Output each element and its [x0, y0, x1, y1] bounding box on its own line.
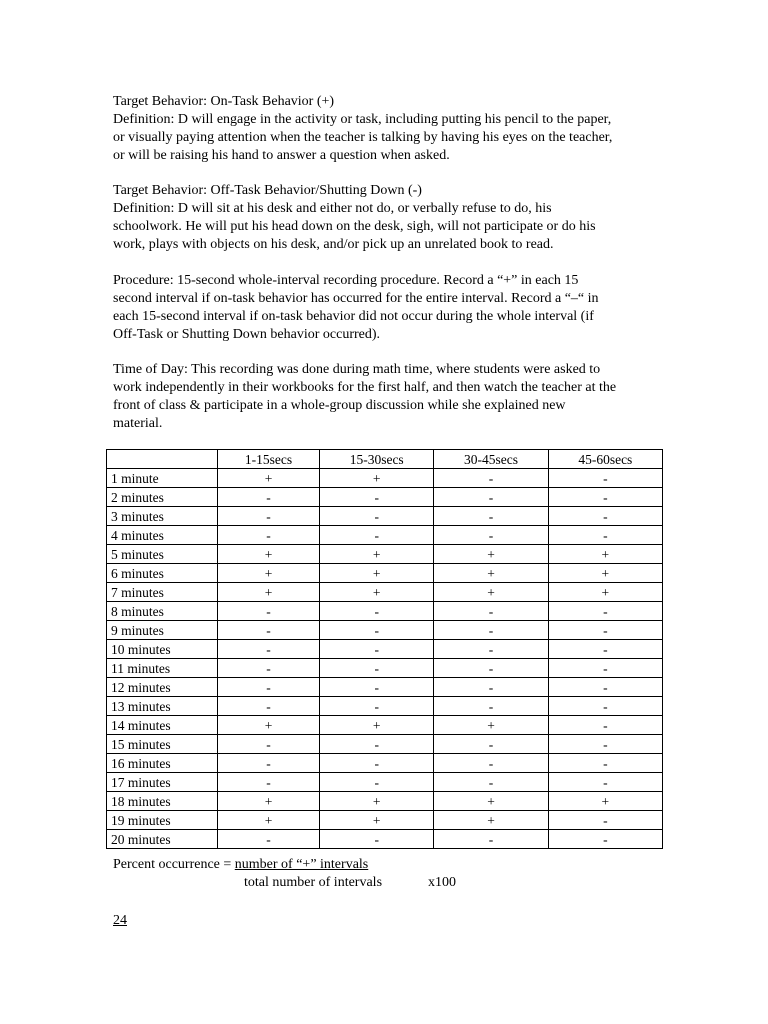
interval-cell: -	[434, 830, 548, 849]
interval-cell: +	[548, 583, 662, 602]
procedure-section	[113, 272, 658, 344]
procedure-line: Procedure: 15-second whole-interval recording procedure. Record a “+” in each 15	[113, 273, 579, 288]
table-row	[107, 735, 663, 754]
interval-cell: +	[434, 811, 548, 830]
interval-cell: +	[218, 811, 320, 830]
interval-cell: -	[434, 621, 548, 640]
row-label: 14 minutes	[107, 716, 218, 735]
table-row	[107, 507, 663, 526]
interval-cell: -	[218, 640, 320, 659]
table-row	[107, 488, 663, 507]
interval-cell: -	[218, 602, 320, 621]
row-label: 17 minutes	[107, 773, 218, 792]
interval-cell: -	[548, 640, 662, 659]
table-row	[107, 469, 663, 488]
interval-cell: -	[548, 735, 662, 754]
interval-cell: -	[218, 697, 320, 716]
interval-cell: -	[434, 754, 548, 773]
formula-numerator: number of “+” intervals	[234, 857, 369, 872]
interval-cell: -	[320, 621, 434, 640]
row-label: 15 minutes	[107, 735, 218, 754]
interval-cell: +	[320, 564, 434, 583]
interval-cell: +	[218, 792, 320, 811]
interval-cell: -	[434, 735, 548, 754]
table-row	[107, 830, 663, 849]
interval-cell: -	[434, 469, 548, 488]
time-of-day-line: material.	[113, 416, 163, 431]
interval-cell: -	[320, 697, 434, 716]
procedure-line: each 15-second interval if on-task behavior did not occur during the whole interval (if	[113, 309, 594, 324]
row-label: 16 minutes	[107, 754, 218, 773]
column-header: 45-60secs	[548, 450, 662, 469]
interval-cell: +	[218, 469, 320, 488]
column-header: 15-30secs	[320, 450, 434, 469]
table-body	[107, 469, 663, 849]
row-label: 6 minutes	[107, 564, 218, 583]
interval-cell: -	[218, 526, 320, 545]
interval-cell: -	[320, 754, 434, 773]
off-task-heading: Target Behavior: Off-Task Behavior/Shutting Down (-)	[113, 183, 422, 198]
on-task-definition-line: or visually paying attention when the teacher is talking by having his eyes on the teacher,	[113, 130, 613, 145]
interval-cell: -	[218, 754, 320, 773]
row-label: 10 minutes	[107, 640, 218, 659]
table-row	[107, 640, 663, 659]
table-row	[107, 583, 663, 602]
off-task-section	[113, 182, 658, 254]
table-row	[107, 773, 663, 792]
row-label: 7 minutes	[107, 583, 218, 602]
on-task-definition-line: or will be raising his hand to answer a question when asked.	[113, 148, 450, 163]
interval-cell: -	[320, 526, 434, 545]
interval-cell: +	[218, 716, 320, 735]
interval-cell: -	[434, 602, 548, 621]
column-header: 30-45secs	[434, 450, 548, 469]
time-of-day-line: front of class & participate in a whole-group discussion while she explained new	[113, 398, 566, 413]
interval-cell: +	[434, 545, 548, 564]
table-row	[107, 754, 663, 773]
column-header: 1-15secs	[218, 450, 320, 469]
table-row	[107, 602, 663, 621]
table-row	[107, 545, 663, 564]
interval-cell: -	[320, 830, 434, 849]
table-header-row	[107, 450, 663, 469]
interval-cell: -	[548, 526, 662, 545]
percent-occurrence-formula	[113, 856, 673, 892]
row-label: 5 minutes	[107, 545, 218, 564]
row-label: 9 minutes	[107, 621, 218, 640]
interval-cell: +	[320, 583, 434, 602]
interval-cell: -	[434, 678, 548, 697]
interval-cell: -	[548, 678, 662, 697]
interval-cell: -	[548, 811, 662, 830]
interval-recording-table	[106, 449, 663, 849]
interval-cell: +	[320, 469, 434, 488]
table-row	[107, 792, 663, 811]
interval-cell: -	[548, 754, 662, 773]
interval-cell: -	[434, 659, 548, 678]
formula-denominator: total number of intervals	[244, 875, 383, 890]
interval-cell: -	[218, 507, 320, 526]
interval-cell: -	[218, 773, 320, 792]
interval-cell: +	[548, 792, 662, 811]
off-task-definition-line: Definition: D will sit at his desk and either not do, or verbally refuse to do, his	[113, 201, 552, 216]
off-task-definition-line: schoolwork. He will put his head down on the desk, sigh, will not participate or do his	[113, 219, 596, 234]
interval-cell: +	[218, 564, 320, 583]
interval-cell: -	[434, 697, 548, 716]
interval-cell: -	[548, 659, 662, 678]
interval-cell: -	[434, 773, 548, 792]
procedure-line: second interval if on-task behavior has occurred for the entire interval. Record a “–“ in	[113, 291, 599, 306]
row-label: 19 minutes	[107, 811, 218, 830]
interval-cell: -	[548, 602, 662, 621]
interval-cell: -	[218, 678, 320, 697]
interval-cell: -	[434, 488, 548, 507]
interval-cell: -	[218, 735, 320, 754]
off-task-definition-line: work, plays with objects on his desk, and/or pick up an unrelated book to read.	[113, 237, 554, 252]
interval-cell: -	[218, 621, 320, 640]
table-row	[107, 526, 663, 545]
table-row	[107, 564, 663, 583]
row-label: 8 minutes	[107, 602, 218, 621]
interval-cell: -	[218, 830, 320, 849]
interval-cell: -	[320, 488, 434, 507]
interval-cell: -	[320, 735, 434, 754]
row-label: 13 minutes	[107, 697, 218, 716]
row-label: 11 minutes	[107, 659, 218, 678]
interval-cell: +	[434, 716, 548, 735]
interval-cell: -	[548, 469, 662, 488]
interval-cell: +	[320, 545, 434, 564]
page-number: 24	[113, 913, 127, 928]
interval-cell: +	[434, 583, 548, 602]
on-task-definition-line: Definition: D will engage in the activity or task, including putting his pencil to the paper,	[113, 112, 612, 127]
interval-cell: +	[320, 811, 434, 830]
row-label: 2 minutes	[107, 488, 218, 507]
table-row	[107, 697, 663, 716]
on-task-section	[113, 93, 658, 165]
interval-cell: -	[434, 526, 548, 545]
interval-cell: -	[434, 507, 548, 526]
interval-cell: -	[320, 507, 434, 526]
interval-cell: -	[320, 640, 434, 659]
time-of-day-line: work independently in their workbooks for the first half, and then watch the teacher at the	[113, 380, 617, 395]
interval-cell: +	[320, 792, 434, 811]
time-of-day-line: Time of Day: This recording was done during math time, where students were asked to	[113, 362, 601, 377]
interval-cell: -	[548, 697, 662, 716]
row-label: 12 minutes	[107, 678, 218, 697]
interval-cell: -	[548, 488, 662, 507]
interval-cell: -	[218, 488, 320, 507]
procedure-line: Off-Task or Shutting Down behavior occurred).	[113, 327, 381, 342]
interval-cell: +	[548, 564, 662, 583]
interval-cell: -	[548, 507, 662, 526]
row-label: 3 minutes	[107, 507, 218, 526]
interval-cell: +	[434, 792, 548, 811]
interval-cell: -	[548, 716, 662, 735]
row-label: 20 minutes	[107, 830, 218, 849]
interval-cell: -	[218, 659, 320, 678]
interval-cell: +	[434, 564, 548, 583]
interval-cell: -	[320, 659, 434, 678]
formula-multiplier: x100	[428, 875, 456, 890]
table-row	[107, 811, 663, 830]
table-row	[107, 716, 663, 735]
time-of-day-section	[113, 361, 658, 433]
column-header	[107, 450, 218, 469]
interval-cell: -	[548, 830, 662, 849]
interval-cell: -	[548, 621, 662, 640]
interval-cell: -	[548, 773, 662, 792]
interval-cell: +	[320, 716, 434, 735]
on-task-heading: Target Behavior: On-Task Behavior (+)	[113, 94, 335, 109]
interval-cell: -	[434, 640, 548, 659]
table-row	[107, 621, 663, 640]
interval-cell: -	[320, 678, 434, 697]
percent-label: Percent occurrence =	[113, 857, 235, 872]
interval-cell: -	[320, 602, 434, 621]
interval-cell: -	[320, 773, 434, 792]
row-label: 4 minutes	[107, 526, 218, 545]
interval-cell: +	[218, 583, 320, 602]
table-row	[107, 678, 663, 697]
row-label: 18 minutes	[107, 792, 218, 811]
interval-cell: +	[548, 545, 662, 564]
row-label: 1 minute	[107, 469, 218, 488]
interval-cell: +	[218, 545, 320, 564]
table-row	[107, 659, 663, 678]
